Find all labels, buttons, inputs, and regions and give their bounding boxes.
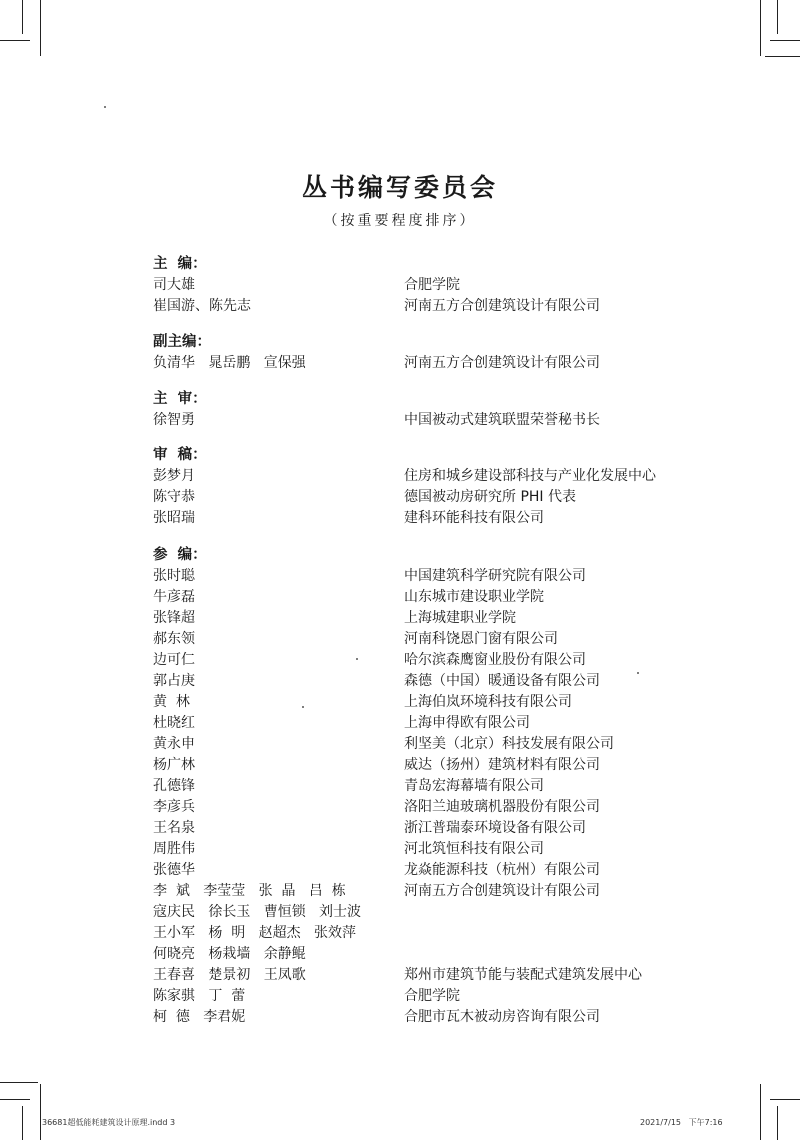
list-item bbox=[153, 965, 753, 986]
member-org: 上海城建职业学院 bbox=[404, 610, 516, 626]
member-name: 王春喜 楚景初 王凤歌 bbox=[153, 967, 306, 983]
list-item bbox=[153, 923, 753, 944]
crop-mark-bottom-right-h bbox=[770, 1099, 800, 1100]
list-item bbox=[153, 818, 753, 839]
member-org: 河北筑恒科技有限公司 bbox=[404, 841, 544, 857]
member-name: 郝东领 bbox=[153, 631, 195, 647]
member-name: 徐智勇 bbox=[153, 412, 195, 428]
list-item bbox=[153, 275, 753, 296]
list-item bbox=[153, 296, 753, 317]
member-org: 哈尔滨森鹰窗业股份有限公司 bbox=[404, 652, 586, 668]
list-item bbox=[153, 587, 753, 608]
list-item bbox=[153, 466, 753, 487]
member-name: 周胜伟 bbox=[153, 841, 195, 857]
member-org: 建科环能科技有限公司 bbox=[404, 510, 544, 526]
crop-mark-top-right-v2 bbox=[777, 0, 778, 34]
member-org: 河南五方合创建筑设计有限公司 bbox=[404, 298, 600, 314]
crop-mark-bottom-right-v bbox=[760, 1084, 761, 1140]
member-name: 孔德锋 bbox=[153, 778, 195, 794]
footer-file-name: 36681超低能耗建筑设计原理.indd 3 bbox=[42, 1118, 176, 1127]
member-org: 河南五方合创建筑设计有限公司 bbox=[404, 883, 600, 899]
list-item bbox=[153, 839, 753, 860]
list-item bbox=[153, 671, 753, 692]
member-name: 王小军 杨 明 赵超杰 张效萍 bbox=[153, 925, 356, 941]
crop-mark-bottom-left-h bbox=[0, 1099, 30, 1100]
member-name: 司大雄 bbox=[153, 277, 195, 293]
member-org: 洛阳兰迪玻璃机器股份有限公司 bbox=[404, 799, 600, 815]
member-org: 中国建筑科学研究院有限公司 bbox=[404, 568, 586, 584]
member-org: 龙焱能源科技（杭州）有限公司 bbox=[404, 862, 600, 878]
list-item bbox=[153, 797, 753, 818]
member-org: 浙江普瑞泰环境设备有限公司 bbox=[404, 820, 586, 836]
crop-mark-bottom-right-v2 bbox=[777, 1106, 778, 1140]
member-name: 李彦兵 bbox=[153, 799, 195, 815]
member-org: 住房和城乡建设部科技与产业化发展中心 bbox=[404, 468, 656, 484]
footer-datetime: 2021/7/15 下午7:16 bbox=[640, 1118, 723, 1127]
list-item bbox=[153, 487, 753, 508]
list-item bbox=[153, 410, 753, 431]
list-item bbox=[153, 608, 753, 629]
list-item bbox=[153, 776, 753, 797]
member-org: 合肥学院 bbox=[404, 988, 460, 1004]
member-org: 德国被动房研究所 PHI 代表 bbox=[404, 489, 576, 505]
member-org: 河南科饶恩门窗有限公司 bbox=[404, 631, 558, 647]
member-name: 边可仁 bbox=[153, 652, 195, 668]
list-item bbox=[153, 508, 753, 529]
list-item bbox=[153, 692, 753, 713]
member-org: 郑州市建筑节能与装配式建筑发展中心 bbox=[404, 967, 642, 983]
crop-mark-top-right-v bbox=[760, 0, 761, 56]
page-title: 丛书编写委员会 bbox=[301, 173, 498, 202]
page-subtitle: （按重要程度排序） bbox=[323, 213, 477, 229]
list-item bbox=[153, 755, 753, 776]
heading-reviewers: 审 稿： bbox=[153, 447, 207, 463]
member-org: 威达（扬州）建筑材料有限公司 bbox=[404, 757, 600, 773]
crop-mark-top-left-h bbox=[0, 40, 30, 41]
member-name: 黄永申 bbox=[153, 736, 195, 752]
list-item bbox=[153, 566, 753, 587]
member-org: 合肥学院 bbox=[404, 277, 460, 293]
list-item bbox=[153, 734, 753, 755]
member-name: 牛彦磊 bbox=[153, 589, 195, 605]
member-name: 黄 林 bbox=[153, 694, 190, 710]
member-name: 负清华 晁岳鹏 宣保强 bbox=[153, 355, 306, 371]
crop-mark-bottom-left-h2 bbox=[0, 1082, 38, 1083]
member-org: 森德（中国）暖通设备有限公司 bbox=[404, 673, 600, 689]
member-org: 青岛宏海幕墙有限公司 bbox=[404, 778, 544, 794]
crop-mark-top-right-h2 bbox=[765, 56, 800, 57]
crop-mark-top-left-v2 bbox=[22, 0, 23, 34]
member-org: 山东城市建设职业学院 bbox=[404, 589, 544, 605]
member-name: 李 斌 李莹莹 张 晶 吕 栋 bbox=[153, 883, 346, 899]
member-name: 王名泉 bbox=[153, 820, 195, 836]
member-org: 利坚美（北京）科技发展有限公司 bbox=[404, 736, 614, 752]
member-org: 河南五方合创建筑设计有限公司 bbox=[404, 355, 600, 371]
member-org: 合肥市瓦木被动房咨询有限公司 bbox=[404, 1009, 600, 1025]
crop-mark-top-right-h bbox=[770, 40, 800, 41]
member-name: 何晓亮 杨栽墙 余静鲲 bbox=[153, 946, 306, 962]
list-item bbox=[153, 629, 753, 650]
member-name: 陈家骐 丁 蕾 bbox=[153, 988, 246, 1004]
member-name: 柯 德 李君妮 bbox=[153, 1009, 246, 1025]
crop-mark-bottom-left-v bbox=[40, 1084, 41, 1140]
list-item bbox=[153, 860, 753, 881]
list-item bbox=[153, 944, 753, 965]
member-org: 中国被动式建筑联盟荣誉秘书长 bbox=[404, 412, 600, 428]
list-item bbox=[153, 902, 753, 923]
crop-mark-bottom-left-v2 bbox=[22, 1106, 23, 1140]
member-org: 上海申得欧有限公司 bbox=[404, 715, 530, 731]
member-name: 杜晓红 bbox=[153, 715, 195, 731]
heading-chief-editors: 主 编： bbox=[153, 256, 207, 272]
member-name: 张德华 bbox=[153, 862, 195, 878]
member-name: 彭梦月 bbox=[153, 468, 195, 484]
list-item bbox=[153, 713, 753, 734]
heading-deputy-editors: 副主编： bbox=[153, 334, 211, 350]
member-name: 张锋超 bbox=[153, 610, 195, 626]
member-name: 郭占庚 bbox=[153, 673, 195, 689]
member-name: 寇庆民 徐长玉 曹恒锁 刘士波 bbox=[153, 904, 362, 920]
list-item bbox=[153, 353, 753, 374]
list-item bbox=[153, 1007, 753, 1028]
list-item bbox=[153, 986, 753, 1007]
member-name: 张昭瑞 bbox=[153, 510, 195, 526]
member-name: 张时聪 bbox=[153, 568, 195, 584]
scan-speck bbox=[104, 106, 106, 108]
heading-chief-reviewer: 主 审： bbox=[153, 391, 207, 407]
member-org: 上海伯岚环境科技有限公司 bbox=[404, 694, 572, 710]
member-name: 杨广林 bbox=[153, 757, 195, 773]
list-item bbox=[153, 650, 753, 671]
member-name: 崔国游、陈先志 bbox=[153, 298, 251, 314]
crop-mark-top-left-v bbox=[40, 0, 41, 56]
list-item bbox=[153, 881, 753, 902]
heading-contributors: 参 编： bbox=[153, 547, 207, 563]
member-name: 陈守恭 bbox=[153, 489, 195, 505]
